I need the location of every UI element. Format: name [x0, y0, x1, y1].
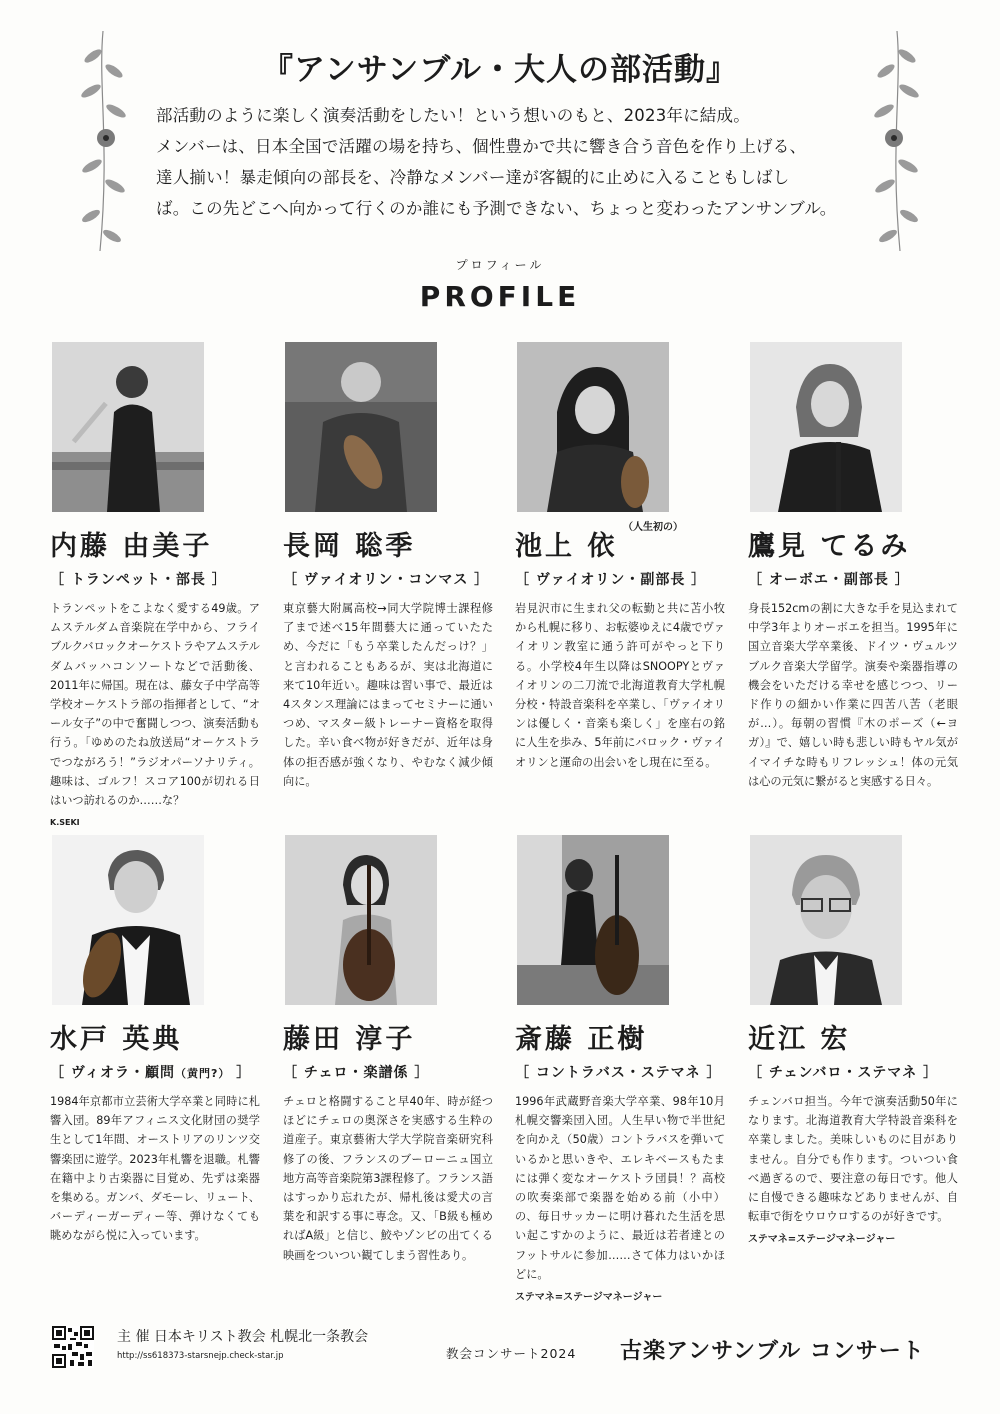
- member-name: 長岡 聡季: [283, 531, 416, 562]
- footnote: ステマネ=ステージマネージャー: [748, 1234, 896, 1246]
- member-card-takami: [748, 342, 958, 791]
- footnote: ステマネ=ステージマネージャー: [515, 1292, 663, 1304]
- member-bio: 身長152cmの割に大きな手を見込まれて中学3年よりオーボエを担当。1995年に国立音楽大学卒業後、ドイツ・ヴュルツブルク音楽大学留学。演奏や楽器指導の機会をいただける幸せを感じつつ、リード作りの細かい作業に四苦八苦（老眼が…）。毎朝の習慣『木のポーズ（←ヨガ）』で、嬉しい時も悲しい時もヤル気がイマイチな時もリフレッシュ！体の元気は心の元気に繋がると実感する日々。: [748, 602, 958, 788]
- member-role: [50, 1062, 260, 1082]
- intro-line: メンバーは、日本全国で活躍の場を持ち、個性豊かで共に響き合う音色を作り上げる、: [156, 137, 807, 156]
- member-role: ［ トランペット・部長 ］: [50, 572, 227, 588]
- member-role: ［ チェンバロ・ステマネ ］: [748, 1065, 939, 1081]
- portrait-photo: [52, 835, 204, 1005]
- member-name: 斎藤 正樹: [515, 1024, 648, 1055]
- member-role: ［ チェロ・楽譜係 ］: [283, 1065, 430, 1081]
- profile-heading: PROFILE: [419, 280, 581, 313]
- portrait-photo: [750, 342, 902, 512]
- portrait-photo: [285, 342, 437, 512]
- member-name: 内藤 由美子: [50, 531, 213, 562]
- member-name-text: 池上 依: [515, 531, 618, 562]
- member-card-naito: [50, 342, 260, 827]
- member-card-nagaoka: [283, 342, 493, 791]
- member-card-fujita: [283, 835, 493, 1265]
- member-role-aside: （黄門?）: [175, 1067, 231, 1080]
- member-name: 水戸 英典: [50, 1024, 183, 1055]
- member-role: ［ ヴァイオリン・コンマス ］: [283, 572, 490, 588]
- member-card-saito: [515, 835, 725, 1303]
- portrait-photo: [285, 835, 437, 1005]
- member-bio: トランペットをこよなく愛する49歳。アムステルダム音楽院在学中から、フライブルクバロックオーケストラやアムステルダムバッハコンソートなどで活動後、2011年に帰国。現在は、藤女子中学高等学校オーケストラ部の指揮者として、“オール女子”の中で奮闘しつつ、演奏活動も行う。「ゆめのたね放送局“オーケストラでつながろう！”ラジオパーソナリティ。趣味は、ゴルフ！スコア100が切れる日はいつ訪れるのか……な？: [50, 602, 260, 808]
- member-bio: 1984年京都市立芸術大学卒業と同時に札響入団。89年アフィニス文化財団の奨学生として1年間、オーストリアのリンツ交響楽団に遊学。2023年札響を退職。札響在籍中より古楽器に目覚め、先ずは楽器を集める。ガンバ、ダモーレ、リュート、バーディーガーディー等、弾けなくても眺めながら悦に入っています。: [50, 1095, 260, 1243]
- portrait-photo: [517, 835, 669, 1005]
- intro-line: 部活動のように楽しく演奏活動をしたい！という想いのもと、2023年に結成。: [156, 106, 750, 125]
- member-role-end: ］: [230, 1065, 252, 1081]
- member-role: ［ オーボエ・副部長 ］: [748, 572, 910, 588]
- host-organization: 主 催 日本キリスト教会 札幌北一条教会: [117, 1329, 369, 1345]
- intro-line: ば。この先どこへ向かって行くのか誰にも予測できない、ちょっと変わったアンサンブル。: [156, 199, 837, 218]
- intro-line: 達人揃い！暴走傾向の部長を、冷静なメンバー達が客観的に止めに入ることもしばし: [156, 168, 790, 187]
- photo-credit: K.SEKI: [50, 818, 80, 828]
- member-name: 藤田 淳子: [283, 1024, 416, 1055]
- member-card-ikegami: [515, 342, 725, 772]
- profile-ruby: プロフィール: [455, 258, 545, 272]
- member-role: ［ ヴァイオリン・副部長 ］: [515, 572, 707, 588]
- member-bio: 1996年武蔵野音楽大学卒業、98年10月札幌交響楽団入団。人生早い物で半世紀を向かえ（50歳）コントラバスを弾いているかと思いきや、エレキベースもたまには弾く変なオーケストラ団員！？高校の吹奏楽部で楽器を始める前（小中）の、毎日サッカーに明け暮れた生活を思い起こすかのように、最近は若者達とのフットサルに参加……さて体力はいかほどに。: [515, 1095, 725, 1281]
- member-bio: 岩見沢市に生まれ父の転勤と共に苫小牧から札幌に移り、お転婆ゆえに4歳でヴァイオリン教室に通う許可がやっと下りる。小学校4年生以降はSNOOPYとヴァイオリンの二刀流で北海道教育大学札幌分校・特設音楽科を卒業し、「ヴァイオリンは優しく・音楽も楽しく」を座右の銘に人生を歩み、5年前にバロック・ヴァイオリンと運命の出会いをし現在に至る。: [515, 602, 725, 769]
- member-role-text: ［ ヴィオラ・顧問: [50, 1065, 176, 1081]
- intro-text: [156, 100, 856, 224]
- member-bio: チェンバロ担当。今年で演奏活動50年になります。北海道教育大学特設音楽科を卒業しました。美味しいものに目がありません。自分でも作ります。ついつい食べ過ぎるので、要注意の毎日です。他人に自慢できる趣味などありませんが、自転車で街をウロウロするのが好きです。: [748, 1095, 958, 1224]
- member-card-omi: [748, 835, 958, 1245]
- member-name: 近江 宏: [748, 1024, 851, 1055]
- name-ruby: （人生初の）: [623, 522, 683, 533]
- concert-series: 教会コンサート2024: [446, 1346, 577, 1361]
- portrait-photo: [750, 835, 902, 1005]
- portrait-photo: [517, 342, 669, 512]
- portrait-photo: [52, 342, 204, 512]
- url-link[interactable]: http://ss618373-starsnejp.check-star.jp: [117, 1351, 284, 1361]
- page-title: 『アンサンブル・大人の部活動』: [262, 52, 738, 88]
- concert-title: 古楽アンサンブル コンサート: [620, 1339, 925, 1364]
- footer: [0, 1320, 1000, 1370]
- member-card-mito: [50, 835, 260, 1246]
- member-bio: チェロと格闘すること早40年、時が経つほどにチェロの奥深さを実感する生粋の道産子。東京藝術大学大学院音楽研究科修了の後、フランスのブーローニュ国立地方高等音楽院第3課程修了。フランス語はすっかり忘れたが、帰札後は愛犬の言葉を和訳する事に専念。又、「B級も極めればA級」と信じ、鮫やゾンビの出てくる映画をついつい観てしまう習性あり。: [283, 1095, 493, 1262]
- member-name: [515, 524, 725, 563]
- qr-code-icon[interactable]: [52, 1326, 94, 1368]
- member-role: ［ コントラバス・ステマネ ］: [515, 1065, 722, 1081]
- member-name: 鷹見 てるみ: [748, 531, 911, 562]
- member-bio: 東京藝大附属高校→同大学院博士課程修了まで述べ15年間藝大に通っていたため、今だに「もう卒業したんだっけ？」と言われることもあるが、実は北海道に来て10年近い。趣味は習い事で、最近は4スタンス理論にはまってセミナーに通いつめ、マスター級トレーナー資格を取得した。辛い食べ物が好きだが、近年は身体の拒否感が強くなり、やむなく減少傾向に。: [283, 602, 493, 788]
